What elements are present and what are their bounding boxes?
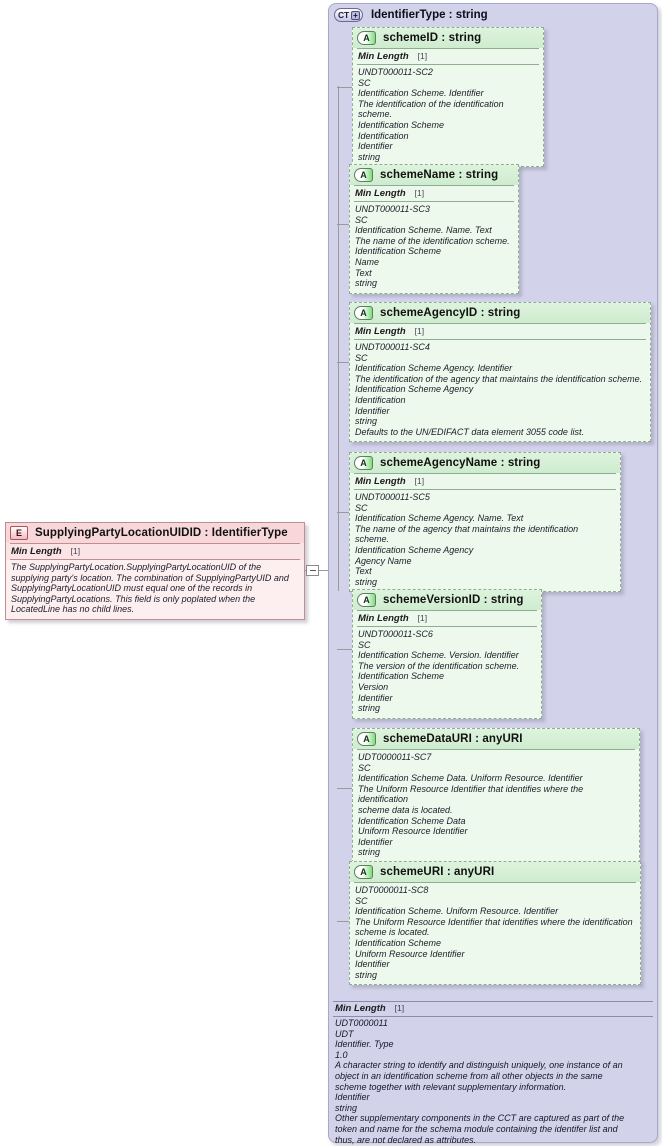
doc-line: UNDT000011-SC6 (358, 629, 433, 639)
doc-line: string (355, 576, 378, 587)
doc-line: scheme is located. (355, 927, 430, 938)
doc-line: Other supplementary components in the CCT are captured as part of the (335, 1113, 625, 1124)
attribute-documentation (350, 340, 650, 441)
facet-name: Min Length (335, 1003, 386, 1014)
doc-line: Name (355, 257, 380, 268)
attribute-documentation (353, 65, 543, 166)
doc-line: Identification Scheme (355, 246, 442, 257)
attribute-title: schemeName : string (380, 169, 499, 181)
attribute-title: schemeVersionID : string (383, 594, 524, 606)
doc-line: Identifier. Type (335, 1039, 394, 1050)
doc-line: UDT0000011 (335, 1018, 388, 1028)
doc-line: object in an identification scheme from all other objects in the same (335, 1071, 603, 1082)
element-facet-min-length (6, 544, 304, 559)
doc-line: Identification Scheme Data. Uniform Resource. Identifier (358, 773, 583, 784)
doc-line: SC (358, 762, 371, 773)
attribute-connector-stub (337, 788, 352, 789)
doc-line: string (358, 151, 381, 162)
doc-line: scheme data is located. (358, 805, 453, 816)
attribute-documentation (350, 202, 518, 293)
doc-line: SC (355, 352, 368, 363)
attribute-connector-stub (337, 512, 349, 513)
facet-value: [1] (417, 613, 428, 623)
facet-value: [1] (417, 51, 428, 61)
doc-line: Identifier (355, 405, 390, 416)
expand-plus-icon[interactable]: + (351, 11, 360, 20)
doc-line: The identification of the agency that maintains the identification scheme. (355, 373, 643, 384)
attribute-header (353, 729, 639, 749)
doc-line: Identification Scheme (358, 671, 445, 682)
attribute-rail (338, 86, 339, 591)
facet-name: Min Length (355, 476, 406, 487)
doc-line: UDT0000011-SC8 (355, 885, 429, 895)
doc-line: Identification Scheme. Name. Text (355, 225, 492, 236)
divider (333, 1001, 653, 1002)
doc-line: Identifier (358, 692, 393, 703)
attribute-icon: A (357, 732, 376, 746)
attribute-title: schemeAgencyName : string (380, 457, 541, 469)
attribute-connector-stub (337, 87, 352, 88)
complextype-icon-label: CT (338, 10, 349, 20)
doc-line: string (355, 416, 378, 427)
doc-line: SC (358, 77, 371, 88)
attribute-facet-min-length (350, 324, 650, 339)
doc-line: scheme together with relevant supplementary information. (335, 1081, 567, 1092)
facet-name: Min Length (358, 613, 409, 624)
doc-line: 1.0 (335, 1049, 348, 1060)
doc-line: Identification (358, 130, 409, 141)
attribute-facet-min-length (350, 474, 620, 489)
attribute-icon: A (354, 456, 373, 470)
attribute-documentation (350, 883, 640, 984)
attribute-box-schemeversionid[interactable] (352, 589, 542, 719)
doc-line: SC (358, 639, 371, 650)
doc-line: Identification Scheme (355, 938, 442, 949)
doc-line: The name of the identification scheme. (355, 235, 510, 246)
attribute-box-schemename[interactable] (349, 164, 519, 294)
attribute-box-schemeagencyname[interactable] (349, 452, 621, 592)
attribute-icon: A (354, 865, 373, 879)
doc-line: Identification (355, 395, 406, 406)
doc-line: Text (355, 566, 372, 577)
complextype-icon[interactable] (334, 8, 363, 22)
doc-line: Identification Scheme. Identifier (358, 88, 484, 99)
element-documentation: The SupplyingPartyLocation.SupplyingPartyLocationUID of the supplying party's location. The combination of SupplyingPartyUID and SupplyingPartyLocationUID must equal one of the records in SupplyingPartyLocations. This field is only poplated when the LocatedLine has no child lines. (6, 560, 304, 619)
facet-value: [1] (394, 1003, 405, 1013)
attribute-box-schemeagencyid[interactable] (349, 302, 651, 442)
attribute-icon: A (357, 31, 376, 45)
doc-line: Identification Scheme Agency (355, 384, 474, 395)
attribute-facet-min-length (350, 186, 518, 201)
doc-line: The identification of the identification scheme. (358, 98, 504, 120)
doc-line: string (355, 278, 378, 289)
attribute-connector-stub (337, 921, 349, 922)
doc-line: The version of the identification scheme. (358, 660, 520, 671)
attribute-connector-stub (337, 649, 352, 650)
attribute-facet-min-length (353, 611, 541, 626)
doc-line: Identification Scheme Agency (355, 545, 474, 556)
attribute-facet-min-length (353, 49, 543, 64)
doc-line: SC (355, 895, 368, 906)
attribute-box-schemeuri[interactable] (349, 861, 641, 985)
facet-name: Min Length (355, 326, 406, 337)
attribute-title: schemeID : string (383, 32, 482, 44)
facet-value: [1] (414, 326, 425, 336)
facet-value: [1] (414, 476, 425, 486)
attribute-icon: A (354, 306, 373, 320)
doc-line: A character string to identify and distinguish uniquely, one instance of an (335, 1060, 623, 1071)
doc-line: SC (355, 214, 368, 225)
attribute-documentation (350, 490, 620, 591)
attribute-title: schemeAgencyID : string (380, 307, 521, 319)
divider (333, 1016, 653, 1017)
doc-line: Text (355, 267, 372, 278)
doc-line: UDT (335, 1028, 354, 1039)
doc-line: Agency Name (355, 555, 412, 566)
complextype-facet-min-length (335, 1003, 404, 1014)
attribute-header (353, 28, 543, 48)
doc-line: Uniform Resource Identifier (355, 948, 465, 959)
complextype-header (329, 4, 657, 26)
element-box-supplyingpartylocationuidid[interactable] (5, 522, 305, 620)
doc-line: Identification Scheme. Uniform Resource. Identifier (355, 906, 559, 917)
attribute-icon: A (354, 168, 373, 182)
facet-name: Min Length (358, 51, 409, 62)
doc-line: Version (358, 682, 389, 693)
facet-name: Min Length (355, 188, 406, 199)
attribute-title: schemeDataURI : anyURI (383, 733, 523, 745)
doc-line: Identification Scheme. Version. Identifier (358, 650, 519, 661)
doc-line: Identifier (358, 141, 393, 152)
attribute-connector-stub (337, 224, 349, 225)
doc-line: The Uniform Resource Identifier that identifies where the identification (358, 783, 584, 805)
doc-line: string (335, 1102, 358, 1113)
attribute-header (350, 453, 620, 473)
attribute-title: schemeURI : anyURI (380, 866, 495, 878)
attribute-box-schemeid[interactable] (352, 27, 544, 167)
facet-value: [1] (70, 546, 81, 556)
doc-line: Identification Scheme Data (358, 815, 466, 826)
doc-line: thus, are not declared as attributes. (335, 1134, 477, 1145)
doc-line: Uniform Resource Identifier (358, 826, 468, 837)
doc-line: UNDT000011-SC4 (355, 342, 430, 352)
doc-line: Identifier (335, 1092, 370, 1103)
doc-line: Identifier (355, 959, 390, 970)
doc-line: UNDT000011-SC5 (355, 492, 430, 502)
element-icon: E (10, 526, 28, 540)
doc-line: Identification Scheme Agency. Name. Text (355, 513, 524, 524)
doc-line: UNDT000011-SC3 (355, 204, 430, 214)
minus-icon (310, 570, 316, 571)
attribute-header (350, 165, 518, 185)
attribute-header (353, 590, 541, 610)
doc-line: token and name for the schema module containing the identifer list and (335, 1124, 618, 1135)
doc-line: string (355, 969, 378, 980)
doc-line: Identification Scheme (358, 120, 445, 131)
attribute-header (350, 303, 650, 323)
doc-line: string (358, 847, 381, 858)
attribute-connector-stub (337, 362, 349, 363)
doc-line: Defaults to the UN/EDIFACT data element 3055 code list. (355, 426, 584, 437)
attribute-documentation (353, 750, 639, 862)
doc-line: The Uniform Resource Identifier that identifies where the identification (355, 916, 633, 927)
attribute-header (350, 862, 640, 882)
attribute-icon: A (357, 593, 376, 607)
complextype-documentation (335, 1018, 653, 1145)
facet-name: Min Length (11, 546, 62, 557)
facet-value: [1] (414, 188, 425, 198)
doc-line: SC (355, 502, 368, 513)
attribute-documentation (353, 627, 541, 718)
complextype-title: IdentifierType : string (370, 9, 488, 21)
element-title: SupplyingPartyLocationUIDID : IdentifierType (35, 527, 288, 539)
element-header (6, 523, 304, 543)
doc-line: The name of the agency that maintains the identification scheme. (355, 523, 579, 545)
doc-line: Identification Scheme Agency. Identifier (355, 363, 513, 374)
doc-line: string (358, 703, 381, 714)
collapse-toggle[interactable] (306, 565, 319, 576)
doc-line: UDT0000011-SC7 (358, 752, 432, 762)
attribute-box-schemedatauri[interactable] (352, 728, 640, 863)
doc-line: Identifier (358, 836, 393, 847)
doc-line: UNDT000011-SC2 (358, 67, 433, 77)
